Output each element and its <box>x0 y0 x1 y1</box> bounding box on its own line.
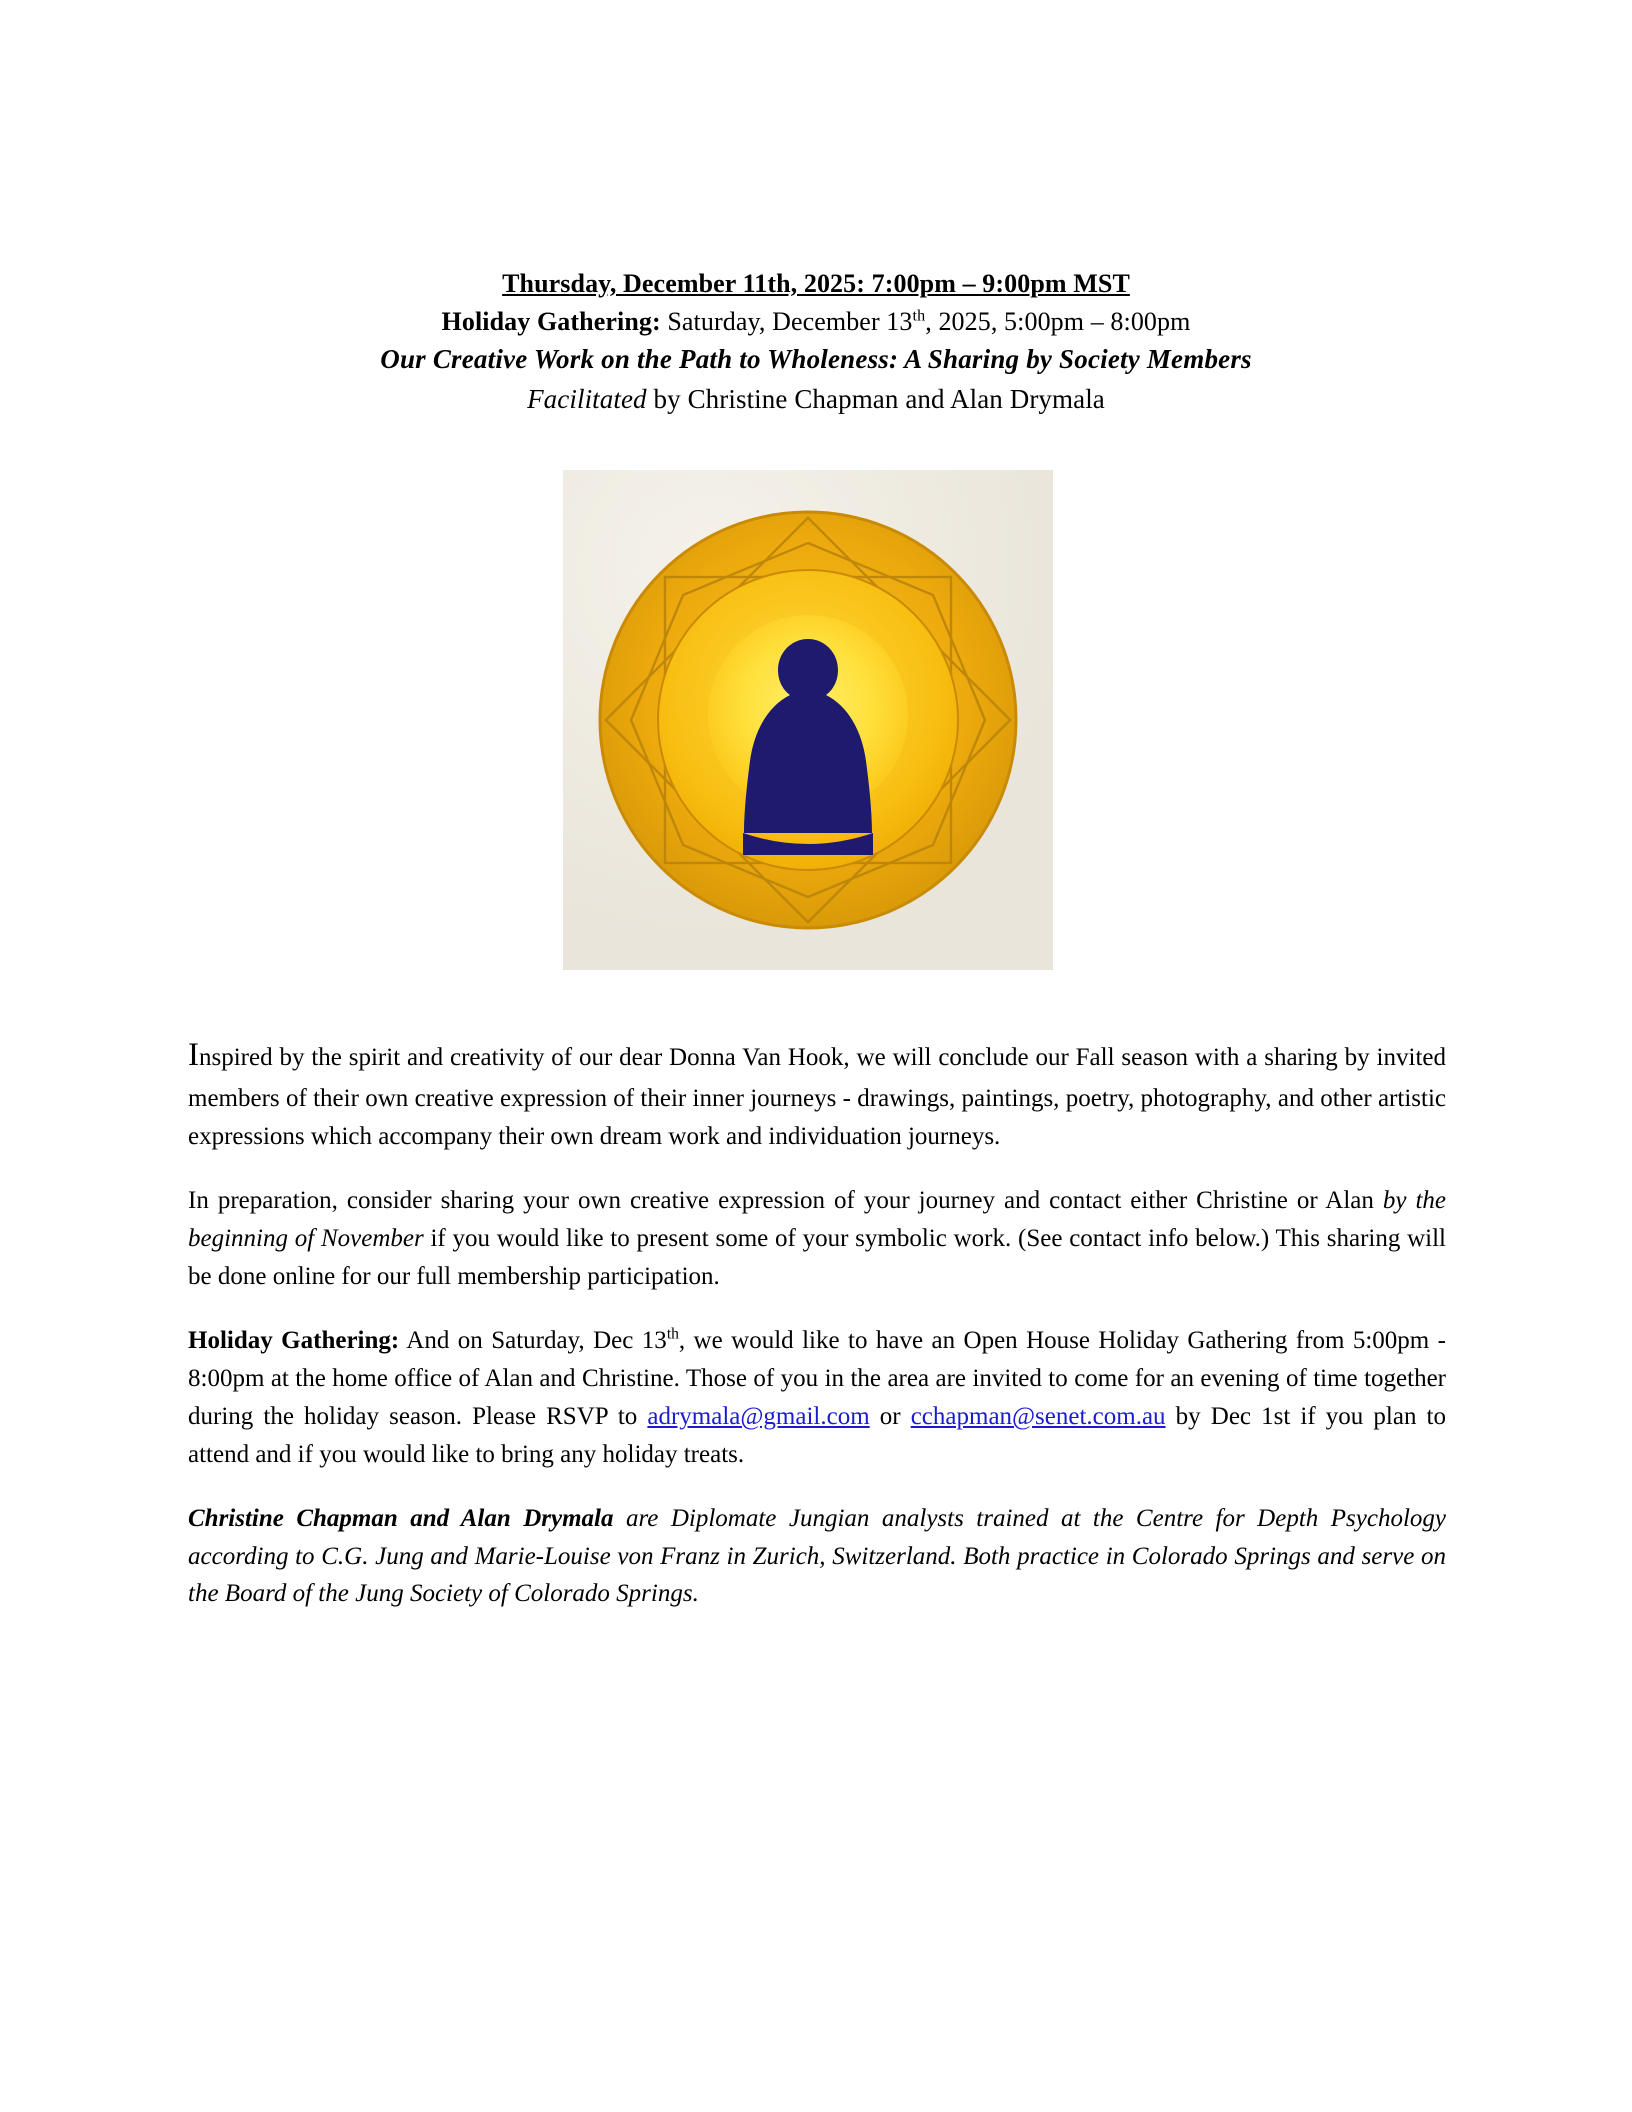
drop-cap: I <box>188 1037 199 1073</box>
document-body <box>188 1030 1446 1613</box>
holiday-text-c: or <box>869 1403 911 1431</box>
presenter-bio-text: are Diplomate Jungian analysts trained at the Centre for Depth Psychology according to C.G. Jung and Marie-Louise von Franz in Zurich, Switzerland. Both practice in Colorado Springs and serve on the Board of the Jung Society of Colorado Springs. <box>188 1505 1446 1608</box>
paragraph-presenter-bio <box>188 1500 1446 1613</box>
event-facilitators <box>180 380 1452 419</box>
facilitated-word: Facilitated <box>527 383 647 414</box>
holiday-text-b: , we would like to have an Open House Holiday Gathering from 5:00pm - 8:00pm at the home office of Alan and Christine. Those of you in the area are invited to come for an evening of time together during the holiday season. Please RSVP to <box>188 1327 1446 1431</box>
email-link-cchapman[interactable]: cchapman@senet.com.au <box>910 1403 1166 1431</box>
paragraph-intro-text: nspired by the spirit and creativity of our dear Donna Van Hook, we will conclude our Fall season with a sharing by invited members of their own creative expression of their inner journeys - drawings, paintings, poetry, photography, and other artistic expressions which accompany their own dream work and individuation journeys. <box>188 1044 1446 1151</box>
email-link-adrymala[interactable]: adrymala@gmail.com <box>647 1403 870 1431</box>
mandala-illustration-icon <box>591 503 1025 937</box>
mandala-image <box>563 470 1053 970</box>
prep-text-b: if you would like to present some of your symbolic work. (See contact info below.) This sharing will be done online for our full membership participation. <box>188 1225 1446 1291</box>
prep-text-a: In preparation, consider sharing your own creative expression of your journey and contact either Christine or Alan <box>188 1187 1383 1215</box>
event-datetime: Thursday, December 11th, 2025: 7:00pm – 9:00pm MST <box>502 269 1130 298</box>
holiday-gathering-datetime <box>180 303 1452 341</box>
paragraph-preparation <box>188 1182 1446 1296</box>
holiday-text-a: And on Saturday, Dec 13 <box>399 1327 667 1355</box>
paragraph-intro <box>188 1030 1446 1156</box>
ordinal-suffix: th <box>912 307 926 325</box>
holiday-gathering-date-b: , 2025, 5:00pm – 8:00pm <box>925 306 1191 336</box>
paragraph-holiday-gathering <box>188 1322 1446 1474</box>
event-title: Our Creative Work on the Path to Wholeness: A Sharing by Society Members <box>380 344 1252 375</box>
holiday-gathering-label: Holiday Gathering: <box>441 306 661 336</box>
holiday-gathering-heading: Holiday Gathering: <box>188 1327 400 1355</box>
facilitator-names: by Christine Chapman and Alan Drymala <box>646 383 1105 414</box>
ordinal-suffix: th <box>666 1325 679 1343</box>
event-header <box>180 265 1452 419</box>
prep-deadline: by the beginning of November <box>188 1187 1446 1253</box>
holiday-text-d: by Dec 1st if you plan to attend and if you would like to bring any holiday treats. <box>188 1403 1447 1469</box>
holiday-gathering-date-a: Saturday, December 13 <box>660 306 913 336</box>
presenter-names: Christine Chapman and Alan Drymala <box>188 1505 614 1533</box>
